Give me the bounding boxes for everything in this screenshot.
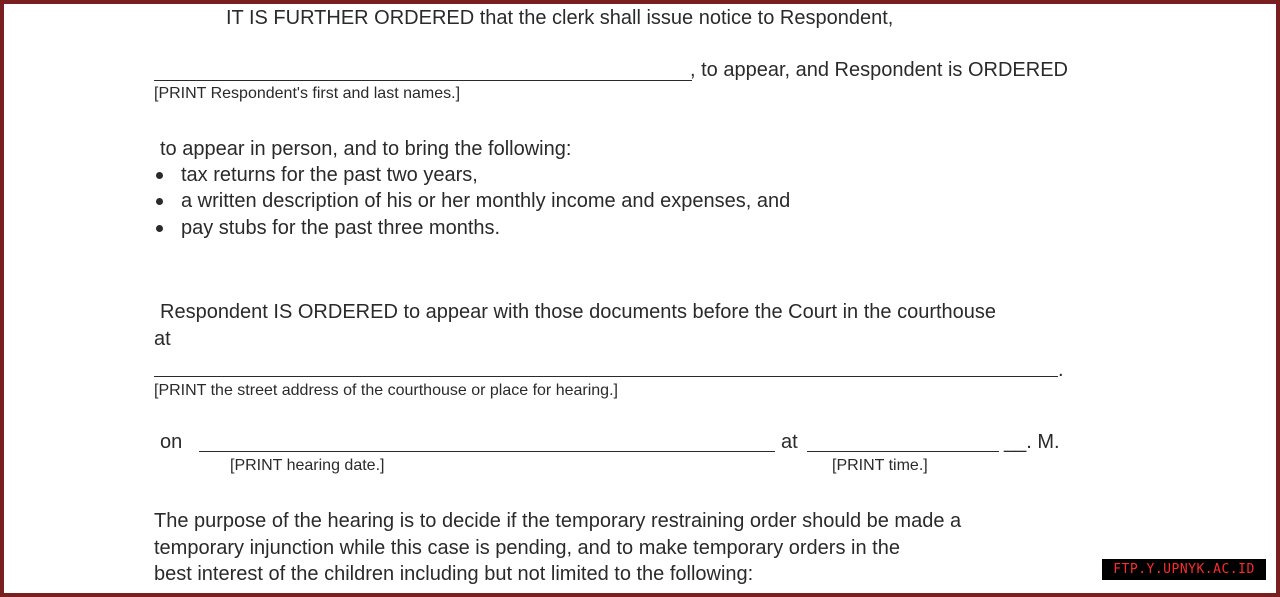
bullet-icon (156, 172, 163, 179)
address-line-end: . (1058, 359, 1064, 381)
list-item: tax returns for the past two years, (181, 164, 478, 186)
purpose-line: best interest of the children including but not limited to the following: (154, 563, 754, 585)
respondent-name-blank (154, 80, 692, 81)
appear-ordered-text: , to appear, and Respondent is ORDERED (690, 59, 1068, 81)
list-item: pay stubs for the past three months. (181, 217, 501, 239)
ordered-appear-line2: at (154, 328, 171, 350)
at-label: at (781, 431, 798, 453)
bullet-icon (156, 198, 163, 205)
time-blank (807, 451, 999, 452)
purpose-line: The purpose of the hearing is to decide if the temporary restraining order should be made a (154, 510, 962, 532)
time-suffix: __. M. (1004, 431, 1060, 453)
address-blank (154, 376, 1058, 377)
on-label: on (160, 431, 183, 453)
respondent-name-hint: [PRINT Respondent's first and last names.] (154, 85, 461, 102)
purpose-line: temporary injunction while this case is pending, and to make temporary orders in the (154, 537, 900, 559)
ordered-appear-line1: Respondent IS ORDERED to appear with those documents before the Court in the courthouse (160, 301, 997, 323)
time-hint: [PRINT time.] (832, 457, 928, 474)
hearing-date-blank (199, 451, 775, 452)
address-hint: [PRINT the street address of the courthouse or place for hearing.] (154, 382, 618, 399)
hearing-date-hint: [PRINT hearing date.] (230, 457, 385, 474)
intro-line: IT IS FURTHER ORDERED that the clerk shall issue notice to Respondent, (226, 7, 894, 29)
appear-in-person-text: to appear in person, and to bring the following: (160, 138, 572, 160)
bullet-icon (156, 225, 163, 232)
watermark-label: FTP.Y.UPNYK.AC.ID (1102, 559, 1266, 580)
list-item: a written description of his or her monthly income and expenses, and (181, 190, 791, 212)
